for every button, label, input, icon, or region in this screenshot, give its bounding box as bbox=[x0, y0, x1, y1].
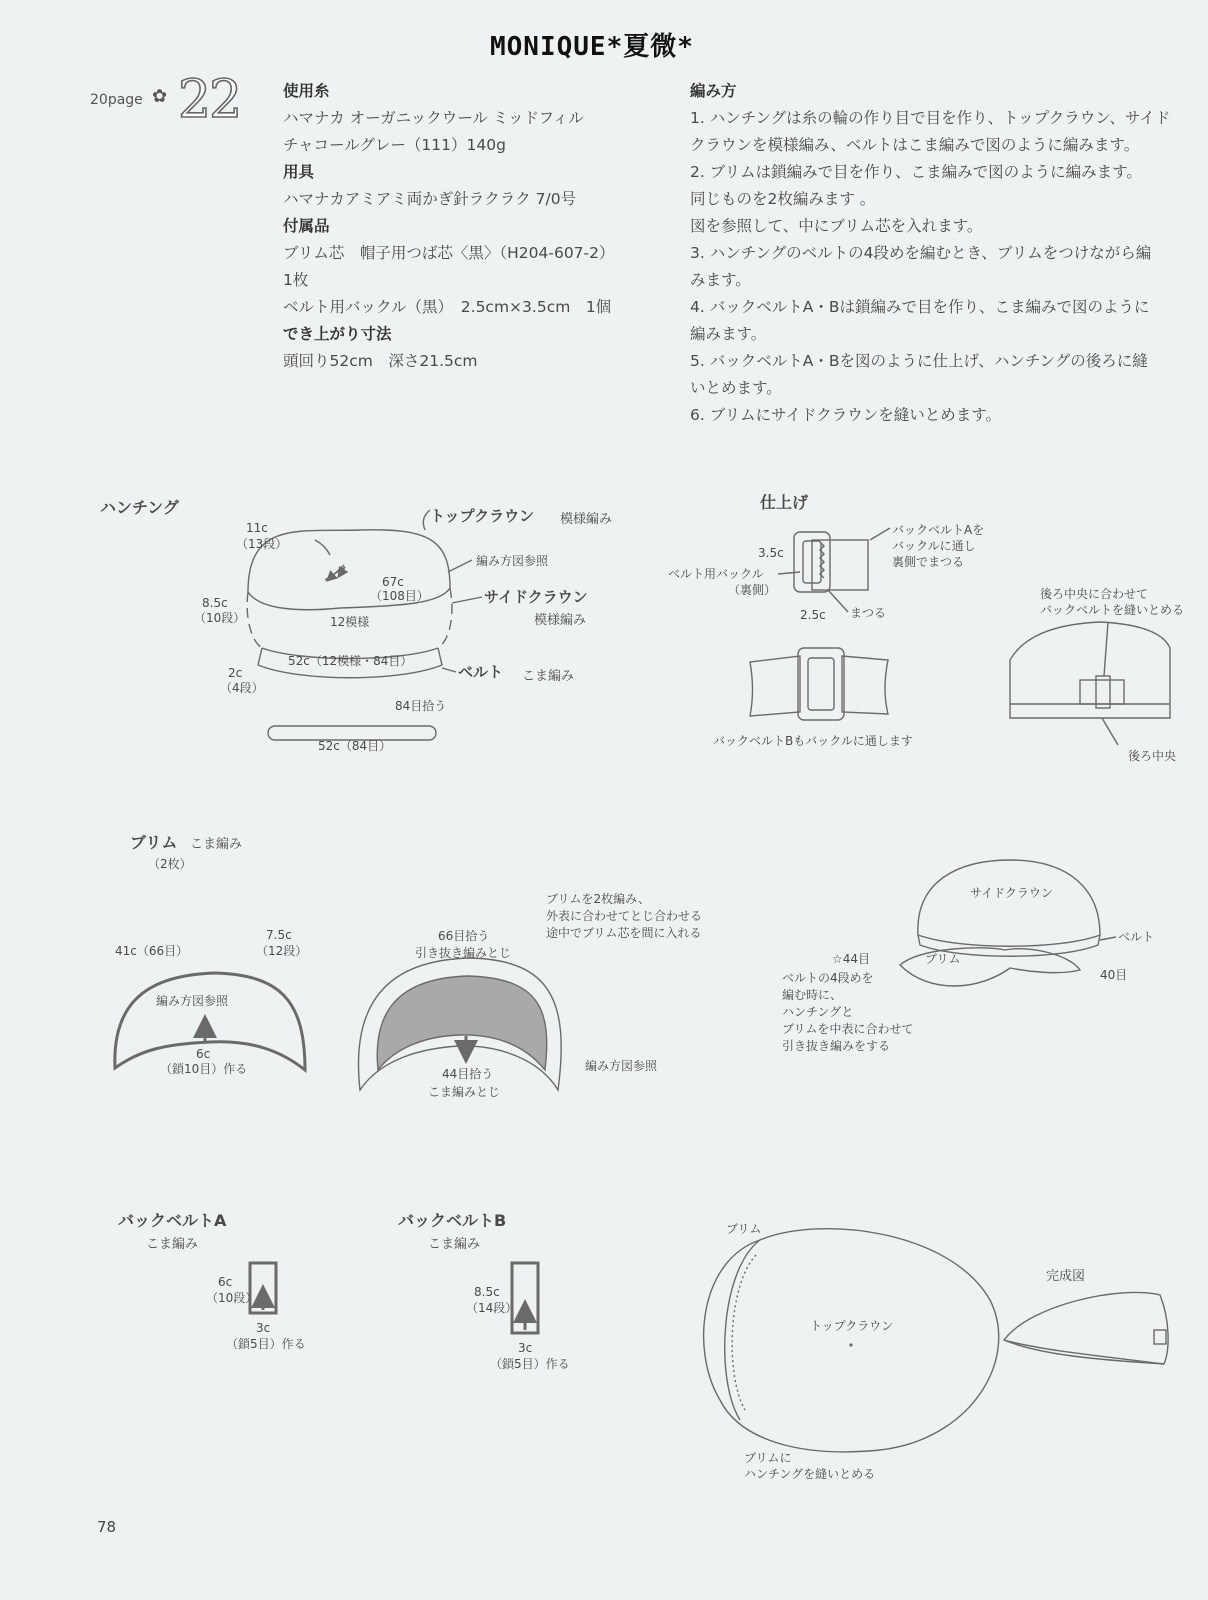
label: こま編み bbox=[146, 1237, 199, 1252]
accessories-line: 1枚 bbox=[283, 271, 309, 289]
hunting-title: ハンチング bbox=[100, 498, 179, 517]
label: 3c bbox=[518, 1341, 533, 1355]
label: （12段） bbox=[256, 944, 308, 958]
top-crown-view bbox=[704, 1229, 999, 1452]
label: 編み方図参照 bbox=[585, 1059, 658, 1073]
label: 44目拾う bbox=[442, 1067, 494, 1081]
label: 裏側でまつる bbox=[892, 555, 965, 569]
belt-strip bbox=[268, 726, 436, 740]
label: ベルト bbox=[458, 663, 504, 681]
label: バックベルトA bbox=[118, 1211, 227, 1230]
instruction-line: 3. ハンチングのベルトの4段めを編むとき、ブリムをつけながら編 bbox=[690, 244, 1152, 262]
instruction-line: みます。 bbox=[690, 271, 751, 289]
label: （裏側） bbox=[728, 583, 777, 597]
label: ベルト bbox=[1118, 930, 1155, 944]
label: バックベルトAを bbox=[892, 523, 985, 537]
label: バックベルトB bbox=[398, 1211, 507, 1230]
label: 2c bbox=[228, 666, 243, 680]
finish-diagram bbox=[668, 493, 1184, 763]
side-crown-right bbox=[438, 588, 452, 648]
label: 84目拾う bbox=[395, 699, 447, 713]
yarn-line: チャコールグレー（111）140g bbox=[283, 136, 506, 154]
label: （鎖5目）作る bbox=[226, 1337, 306, 1351]
label: トップクラウン bbox=[810, 1319, 894, 1333]
label: （13段） bbox=[236, 537, 288, 551]
instructions-heading: 編み方 bbox=[690, 82, 737, 100]
instruction-line: クラウンを模様編み、ベルトはこま編みで図のように編みます。 bbox=[690, 136, 1140, 154]
label: こま編み bbox=[190, 837, 243, 852]
tools-heading: 用具 bbox=[283, 163, 315, 181]
label: まつる bbox=[850, 606, 887, 620]
final-diagram bbox=[704, 1222, 1168, 1481]
label: 41c（66目） bbox=[115, 944, 189, 958]
label: （4段） bbox=[220, 681, 264, 695]
brim-diagram bbox=[115, 833, 702, 1099]
label: 途中でブリム芯を間に入れる bbox=[546, 926, 702, 940]
label: 52c（12模様・84目） bbox=[288, 654, 413, 668]
instruction-line: 図を参照して、中にブリム芯を入れます。 bbox=[690, 217, 983, 235]
label: 11c bbox=[246, 521, 268, 535]
backbelt-b-diagram bbox=[398, 1211, 570, 1371]
label: 完成図 bbox=[1046, 1269, 1086, 1284]
label: ベルト用バックル bbox=[668, 567, 764, 581]
label: （14段） bbox=[466, 1301, 518, 1315]
label: ブリムに bbox=[744, 1451, 792, 1465]
label: （10段） bbox=[194, 611, 246, 625]
label: （10段） bbox=[206, 1291, 258, 1305]
brim-seam bbox=[725, 1240, 760, 1420]
label: ☆44目 bbox=[832, 952, 871, 966]
label: 67c bbox=[382, 575, 404, 589]
label: 編み方図参照 bbox=[476, 554, 549, 568]
label: 12模様 bbox=[330, 615, 370, 629]
label: 7.5c bbox=[266, 928, 292, 942]
label: （2枚） bbox=[148, 857, 192, 871]
label: （108目） bbox=[370, 589, 429, 603]
yarn-line: ハマナカ オーガニックウール ミッドフィル bbox=[283, 109, 584, 127]
label: ブリム bbox=[726, 1222, 762, 1236]
label: 後ろ中央 bbox=[1128, 749, 1177, 763]
label: ブリムを中表に合わせて bbox=[782, 1022, 914, 1036]
label: 模様編み bbox=[534, 613, 587, 628]
back-belt-b-left bbox=[750, 656, 800, 716]
label: 後ろ中央に合わせて bbox=[1040, 587, 1149, 601]
label: 8.5c bbox=[474, 1285, 500, 1299]
size-line: 頭回り52cm 深さ21.5cm bbox=[283, 352, 478, 370]
label: 引き抜き編みとじ bbox=[415, 946, 512, 960]
side-crown-left bbox=[247, 592, 262, 648]
label: （鎖10目）作る bbox=[160, 1062, 248, 1076]
label: トップクラウン bbox=[430, 507, 535, 525]
label: 8.5c bbox=[202, 596, 228, 610]
label: バックベルトBもバックルに通します bbox=[713, 734, 913, 748]
page-number: 78 bbox=[97, 1518, 117, 1536]
label: バックルに通し bbox=[892, 539, 976, 553]
tools-line: ハマナカアミアミ両かぎ針ラクラク 7/0号 bbox=[283, 190, 577, 208]
label: 6c bbox=[196, 1047, 211, 1061]
label: 模様編み bbox=[560, 512, 613, 527]
backbelt-a-diagram bbox=[118, 1211, 306, 1351]
label: 40目 bbox=[1100, 968, 1128, 982]
page-header: MONIQUE*夏微* bbox=[490, 32, 694, 62]
brim-core bbox=[377, 976, 547, 1070]
label: こま編み bbox=[522, 669, 575, 684]
label: サイドクラウン bbox=[970, 886, 1053, 900]
label: 3c bbox=[256, 1321, 271, 1335]
brim-title: ブリム bbox=[130, 833, 178, 852]
label: 編む時に、 bbox=[782, 988, 843, 1002]
label: 6c bbox=[218, 1275, 233, 1289]
hat-back-buckle bbox=[1080, 680, 1124, 704]
label: こま編みとじ bbox=[428, 1085, 501, 1099]
label: 66目拾う bbox=[438, 929, 490, 943]
assembly-diagram bbox=[782, 860, 1154, 1053]
instruction-line: 4. バックベルトA・Bは鎖編みで目を作り、こま編みで図のように bbox=[690, 298, 1150, 316]
label: 外表に合わせてとじ合わせる bbox=[546, 909, 703, 923]
label: こま編み bbox=[428, 1237, 481, 1252]
finished-hat bbox=[1004, 1292, 1168, 1364]
flower-icon: ✿ bbox=[152, 86, 168, 107]
instruction-line: 編みます。 bbox=[690, 325, 767, 343]
label: ブリムを2枚編み、 bbox=[546, 892, 650, 906]
label: 編み方図参照 bbox=[156, 994, 229, 1008]
label: ブリム bbox=[925, 952, 961, 966]
accessories-line: ベルト用バックル（黒） 2.5cm×3.5cm 1個 bbox=[283, 298, 612, 316]
instruction-line: 2. ブリムは鎖編みで目を作り、こま編みで図のように編みます。 bbox=[690, 163, 1142, 181]
accessories-line: ブリム芯 帽子用つば芯〈黒〉（H204-607-2） bbox=[283, 244, 615, 262]
instruction-line: 1. ハンチングは糸の輪の作り目で目を作り、トップクラウン、サイド bbox=[690, 109, 1171, 127]
accessories-heading: 付属品 bbox=[283, 217, 330, 235]
label: 52c（84目） bbox=[318, 739, 392, 753]
instruction-line: 6. ブリムにサイドクラウンを縫いとめます。 bbox=[690, 406, 1001, 424]
page-reference: 20page bbox=[90, 92, 143, 108]
instruction-line: いとめます。 bbox=[690, 379, 782, 397]
label: ベルトの4段めを bbox=[782, 971, 874, 985]
yarn-heading: 使用糸 bbox=[283, 82, 330, 100]
label: 3.5c bbox=[758, 546, 784, 560]
label: 引き抜き編みをする bbox=[782, 1039, 891, 1053]
finish-title: 仕上げ bbox=[760, 493, 809, 512]
hunting-diagram bbox=[100, 498, 612, 753]
back-belt-b-right bbox=[842, 656, 888, 714]
instruction-line: 5. バックベルトA・Bを図のように仕上げ、ハンチングの後ろに縫 bbox=[690, 352, 1148, 370]
instruction-line: 同じものを2枚編みます 。 bbox=[690, 190, 876, 208]
label: サイドクラウン bbox=[484, 588, 588, 606]
buckle-b bbox=[798, 648, 844, 720]
pattern-number: 22 bbox=[178, 70, 241, 130]
label: 2.5c bbox=[800, 608, 826, 622]
label: ハンチングを縫いとめる bbox=[744, 1467, 876, 1481]
size-heading: でき上がり寸法 bbox=[283, 325, 392, 343]
label: （鎖5目）作る bbox=[490, 1357, 570, 1371]
label: ハンチングと bbox=[782, 1005, 854, 1019]
label: バックベルトを縫いとめる bbox=[1040, 603, 1185, 617]
